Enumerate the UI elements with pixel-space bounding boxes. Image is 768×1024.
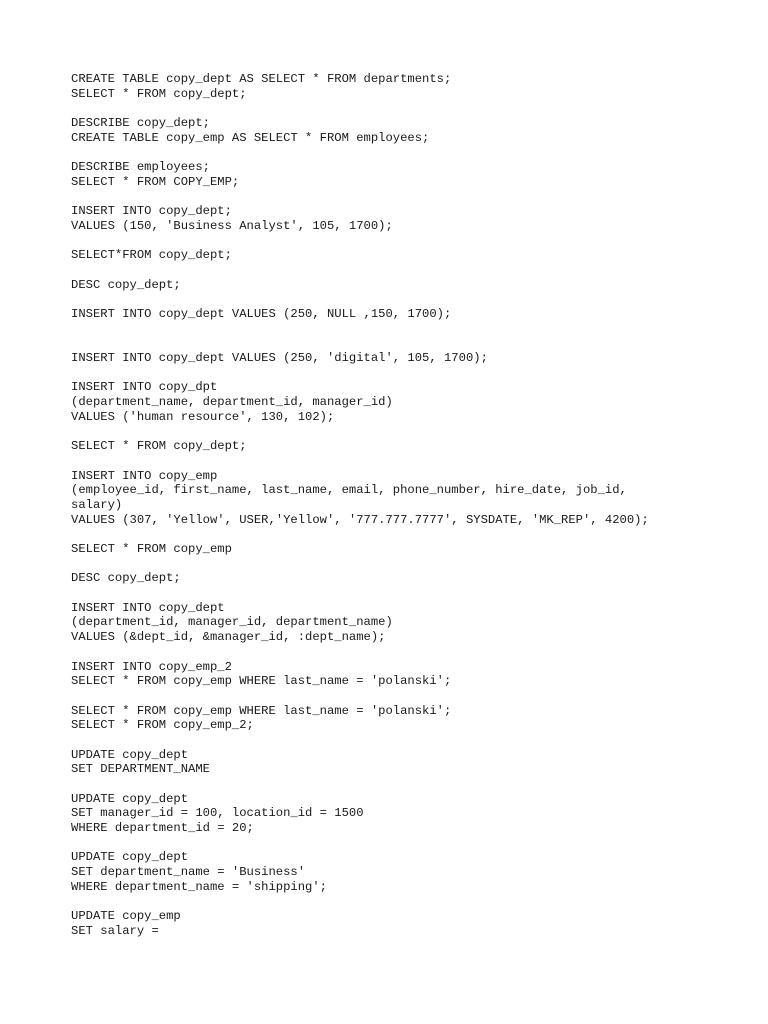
sql-statement-block [71, 909, 751, 938]
sql-statement-block [71, 469, 751, 528]
code-line: SET DEPARTMENT_NAME [71, 762, 210, 777]
sql-statement-block [71, 204, 751, 233]
code-line: VALUES ('human resource', 130, 102); [71, 409, 335, 424]
code-line: UPDATE copy_dept [71, 791, 189, 806]
sql-statement-block [71, 307, 751, 322]
sql-statement-block [71, 660, 751, 689]
code-line: VALUES (307, 'Yellow', USER,'Yellow', '777.777.7777', SYSDATE, 'MK_REP', 4200); [71, 512, 649, 527]
code-line: DESCRIBE copy_dept; [71, 116, 210, 131]
sql-statement-block [71, 850, 751, 894]
code-line: SELECT * FROM copy_emp_2; [71, 718, 254, 733]
sql-code-text [71, 72, 751, 953]
code-line: SELECT * FROM copy_emp [71, 542, 232, 557]
code-line: INSERT INTO copy_dpt [71, 380, 218, 395]
sql-statement-block [71, 704, 751, 733]
code-line: SELECT * FROM copy_dept; [71, 86, 247, 101]
code-line: SELECT * FROM copy_emp WHERE last_name = 'polanski'; [71, 674, 452, 689]
sql-statement-block [71, 748, 751, 777]
code-line: INSERT INTO copy_dept VALUES (250, 'digital', 105, 1700); [71, 351, 488, 366]
sql-statement-block [71, 792, 751, 836]
code-line: UPDATE copy_dept [71, 747, 189, 762]
code-line: DESC copy_dept; [71, 571, 181, 586]
sql-statement-block [71, 542, 751, 557]
sql-statement-block [71, 160, 751, 189]
sql-statement-block [71, 278, 751, 293]
code-line: WHERE department_id = 20; [71, 821, 254, 836]
code-line: INSERT INTO copy_emp_2 [71, 659, 232, 674]
code-line: SET manager_id = 100, location_id = 1500 [71, 806, 364, 821]
code-line: INSERT INTO copy_dept VALUES (250, NULL ,150, 1700); [71, 307, 452, 321]
code-line: SELECT*FROM copy_dept; [71, 248, 232, 263]
sql-statement-block [71, 248, 751, 263]
code-line: SELECT * FROM copy_emp WHERE last_name = 'polanski'; [71, 703, 452, 718]
code-line: UPDATE copy_dept [71, 850, 189, 865]
code-line: INSERT INTO copy_dept; [71, 204, 232, 219]
code-line: INSERT INTO copy_emp [71, 468, 218, 483]
sql-statement-block [71, 351, 751, 366]
sql-statement-block [71, 116, 751, 145]
code-line: WHERE department_name = 'shipping'; [71, 879, 327, 894]
sql-statement-block [71, 601, 751, 645]
code-line: SET department_name = 'Business' [71, 865, 306, 880]
code-line: VALUES (&dept_id, &manager_id, :dept_name); [71, 630, 386, 645]
code-line: CREATE TABLE copy_emp AS SELECT * FROM employees; [71, 130, 430, 145]
sql-statement-block [71, 439, 751, 454]
code-line: (department_id, manager_id, department_name) [71, 615, 393, 630]
sql-statement-block [71, 72, 751, 101]
code-line: UPDATE copy_emp [71, 909, 181, 924]
code-line: CREATE TABLE copy_dept AS SELECT * FROM departments; [71, 72, 452, 86]
code-line: INSERT INTO copy_dept [71, 600, 225, 615]
sql-statement-block [71, 571, 751, 586]
code-line: (department_name, department_id, manager_id) [71, 395, 393, 410]
code-line: VALUES (150, 'Business Analyst', 105, 1700); [71, 218, 393, 233]
sql-statement-block [71, 380, 751, 424]
code-line: salary) [71, 497, 123, 512]
code-line: DESC copy_dept; [71, 277, 181, 292]
code-line: SELECT * FROM copy_dept; [71, 439, 247, 454]
code-line: SELECT * FROM COPY_EMP; [71, 174, 240, 189]
code-line: (employee_id, first_name, last_name, email, phone_number, hire_date, job_id, [71, 483, 627, 498]
code-line: SET salary = [71, 923, 159, 938]
code-line: DESCRIBE employees; [71, 160, 210, 175]
